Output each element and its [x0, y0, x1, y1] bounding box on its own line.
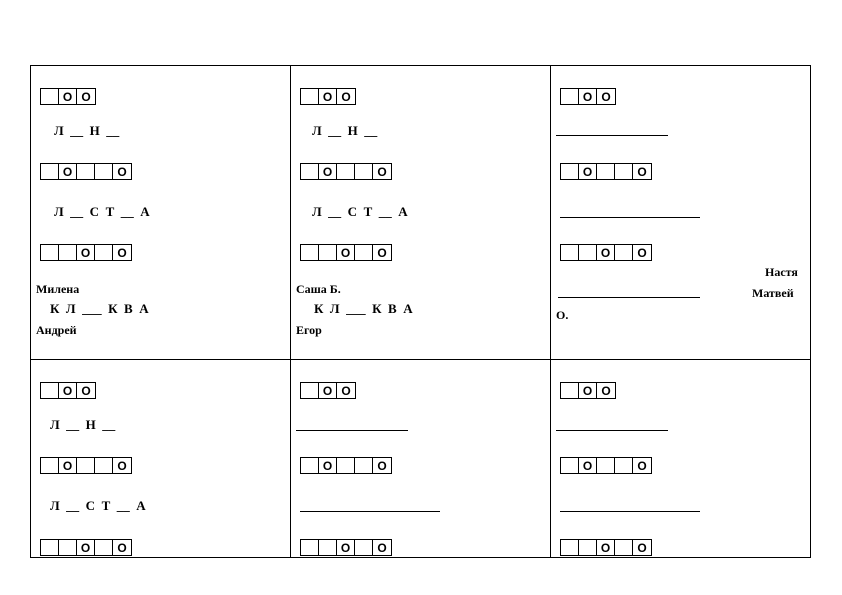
letter-box[interactable]: [301, 458, 319, 473]
letter-box[interactable]: [301, 89, 319, 104]
letter-box[interactable]: [579, 245, 597, 260]
letter-box[interactable]: [41, 164, 59, 179]
letter-box[interactable]: О: [579, 89, 597, 104]
letter-box[interactable]: О: [117, 164, 127, 179]
letter-box[interactable]: О: [117, 540, 127, 555]
letter-box[interactable]: О: [637, 245, 647, 260]
letter-boxes-3[interactable]: [560, 88, 616, 105]
letter-box[interactable]: [561, 458, 579, 473]
letter-boxes-5[interactable]: [300, 163, 392, 180]
letter-box[interactable]: О: [377, 458, 387, 473]
word-pattern: Л __ Н __: [50, 417, 116, 432]
letter-box[interactable]: О: [59, 164, 77, 179]
table-border-middle: [30, 359, 811, 360]
letter-box[interactable]: О: [579, 383, 597, 398]
letter-box[interactable]: О: [59, 383, 77, 398]
answer-line[interactable]: [300, 511, 440, 512]
letter-box[interactable]: О: [637, 540, 647, 555]
letter-box[interactable]: [337, 164, 355, 179]
letter-boxes-5[interactable]: [40, 163, 132, 180]
letter-box[interactable]: [95, 458, 113, 473]
letter-box[interactable]: [319, 245, 337, 260]
letter-box[interactable]: [41, 383, 59, 398]
letter-box[interactable]: О: [59, 89, 77, 104]
letter-box[interactable]: О: [601, 383, 611, 398]
letter-box[interactable]: [561, 89, 579, 104]
letter-box[interactable]: О: [579, 164, 597, 179]
letter-boxes-5[interactable]: [300, 539, 392, 556]
letter-box[interactable]: О: [337, 245, 355, 260]
letter-box[interactable]: О: [319, 89, 337, 104]
student-name: Милена: [36, 282, 80, 296]
letter-box[interactable]: О: [597, 540, 615, 555]
table-divider-1: [290, 65, 291, 558]
student-name: Андрей: [36, 323, 77, 337]
letter-box[interactable]: [319, 540, 337, 555]
letter-box[interactable]: [41, 245, 59, 260]
letter-box[interactable]: О: [597, 245, 615, 260]
letter-box[interactable]: О: [637, 164, 647, 179]
letter-box[interactable]: [615, 245, 633, 260]
letter-box[interactable]: О: [319, 383, 337, 398]
letter-box[interactable]: О: [377, 540, 387, 555]
letter-box[interactable]: [355, 458, 373, 473]
letter-box[interactable]: О: [81, 383, 91, 398]
letter-boxes-3[interactable]: [300, 382, 356, 399]
letter-box[interactable]: О: [377, 245, 387, 260]
word-pattern: Л __ С Т __ А: [312, 204, 408, 219]
letter-box[interactable]: [77, 164, 95, 179]
word-pattern: Л __ С Т __ А: [54, 204, 150, 219]
letter-box[interactable]: О: [319, 458, 337, 473]
letter-box[interactable]: [615, 458, 633, 473]
table-divider-2: [550, 65, 551, 558]
letter-box[interactable]: [59, 245, 77, 260]
letter-boxes-5[interactable]: [560, 457, 652, 474]
letter-box[interactable]: О: [579, 458, 597, 473]
letter-box[interactable]: О: [337, 540, 355, 555]
letter-box[interactable]: [579, 540, 597, 555]
letter-box[interactable]: [597, 164, 615, 179]
letter-box[interactable]: [95, 245, 113, 260]
letter-box[interactable]: [337, 458, 355, 473]
letter-box[interactable]: [355, 245, 373, 260]
answer-line[interactable]: [560, 217, 700, 218]
table-border-top: [30, 65, 811, 66]
letter-box[interactable]: [41, 89, 59, 104]
letter-box[interactable]: О: [77, 245, 95, 260]
word-pattern: К Л ___ К В А: [314, 301, 413, 316]
student-name: О.: [556, 308, 569, 322]
answer-line[interactable]: [558, 297, 700, 298]
answer-line[interactable]: [296, 430, 408, 431]
letter-box[interactable]: О: [341, 383, 351, 398]
letter-box[interactable]: [59, 540, 77, 555]
letter-box[interactable]: [301, 164, 319, 179]
word-pattern: Л __ Н __: [312, 123, 378, 138]
letter-box[interactable]: [561, 164, 579, 179]
letter-boxes-3[interactable]: [40, 88, 96, 105]
letter-boxes-5[interactable]: [300, 244, 392, 261]
word-pattern: Л __ С Т __ А: [50, 498, 146, 513]
table-border-right: [810, 65, 811, 558]
letter-box[interactable]: [561, 245, 579, 260]
letter-box[interactable]: О: [377, 164, 387, 179]
answer-line[interactable]: [556, 430, 668, 431]
word-pattern: Л __ Н __: [54, 123, 120, 138]
letter-box[interactable]: [597, 458, 615, 473]
table-border-bottom: [30, 557, 811, 558]
letter-box[interactable]: О: [117, 245, 127, 260]
letter-box[interactable]: [355, 540, 373, 555]
letter-boxes-5[interactable]: [40, 457, 132, 474]
letter-box[interactable]: [41, 540, 59, 555]
table-border-left: [30, 65, 31, 558]
letter-boxes-3[interactable]: [300, 88, 356, 105]
letter-box[interactable]: О: [319, 164, 337, 179]
answer-line[interactable]: [556, 135, 668, 136]
letter-box[interactable]: О: [81, 89, 91, 104]
letter-box[interactable]: [95, 164, 113, 179]
word-pattern: К Л ___ К В А: [50, 301, 149, 316]
letter-boxes-5[interactable]: [560, 539, 652, 556]
letter-boxes-5[interactable]: [40, 244, 132, 261]
letter-box[interactable]: [41, 458, 59, 473]
letter-box[interactable]: О: [77, 540, 95, 555]
student-name: Матвей: [752, 286, 794, 300]
letter-box[interactable]: [301, 383, 319, 398]
letter-boxes-3[interactable]: [40, 382, 96, 399]
answer-line[interactable]: [560, 511, 700, 512]
letter-box[interactable]: [95, 540, 113, 555]
letter-box[interactable]: О: [59, 458, 77, 473]
student-name: Егор: [296, 323, 322, 337]
letter-box[interactable]: О: [341, 89, 351, 104]
letter-box[interactable]: [355, 164, 373, 179]
letter-box[interactable]: О: [117, 458, 127, 473]
letter-box[interactable]: [301, 245, 319, 260]
letter-box[interactable]: [301, 540, 319, 555]
student-name: Саша Б.: [296, 282, 341, 296]
letter-box[interactable]: [561, 383, 579, 398]
letter-box[interactable]: [615, 540, 633, 555]
letter-boxes-3[interactable]: [560, 382, 616, 399]
letter-box[interactable]: [615, 164, 633, 179]
letter-boxes-5[interactable]: [40, 539, 132, 556]
letter-box[interactable]: [561, 540, 579, 555]
student-name: Настя: [765, 265, 798, 279]
letter-boxes-5[interactable]: [300, 457, 392, 474]
letter-boxes-5[interactable]: [560, 163, 652, 180]
letter-boxes-5[interactable]: [560, 244, 652, 261]
letter-box[interactable]: О: [637, 458, 647, 473]
letter-box[interactable]: О: [601, 89, 611, 104]
letter-box[interactable]: [77, 458, 95, 473]
